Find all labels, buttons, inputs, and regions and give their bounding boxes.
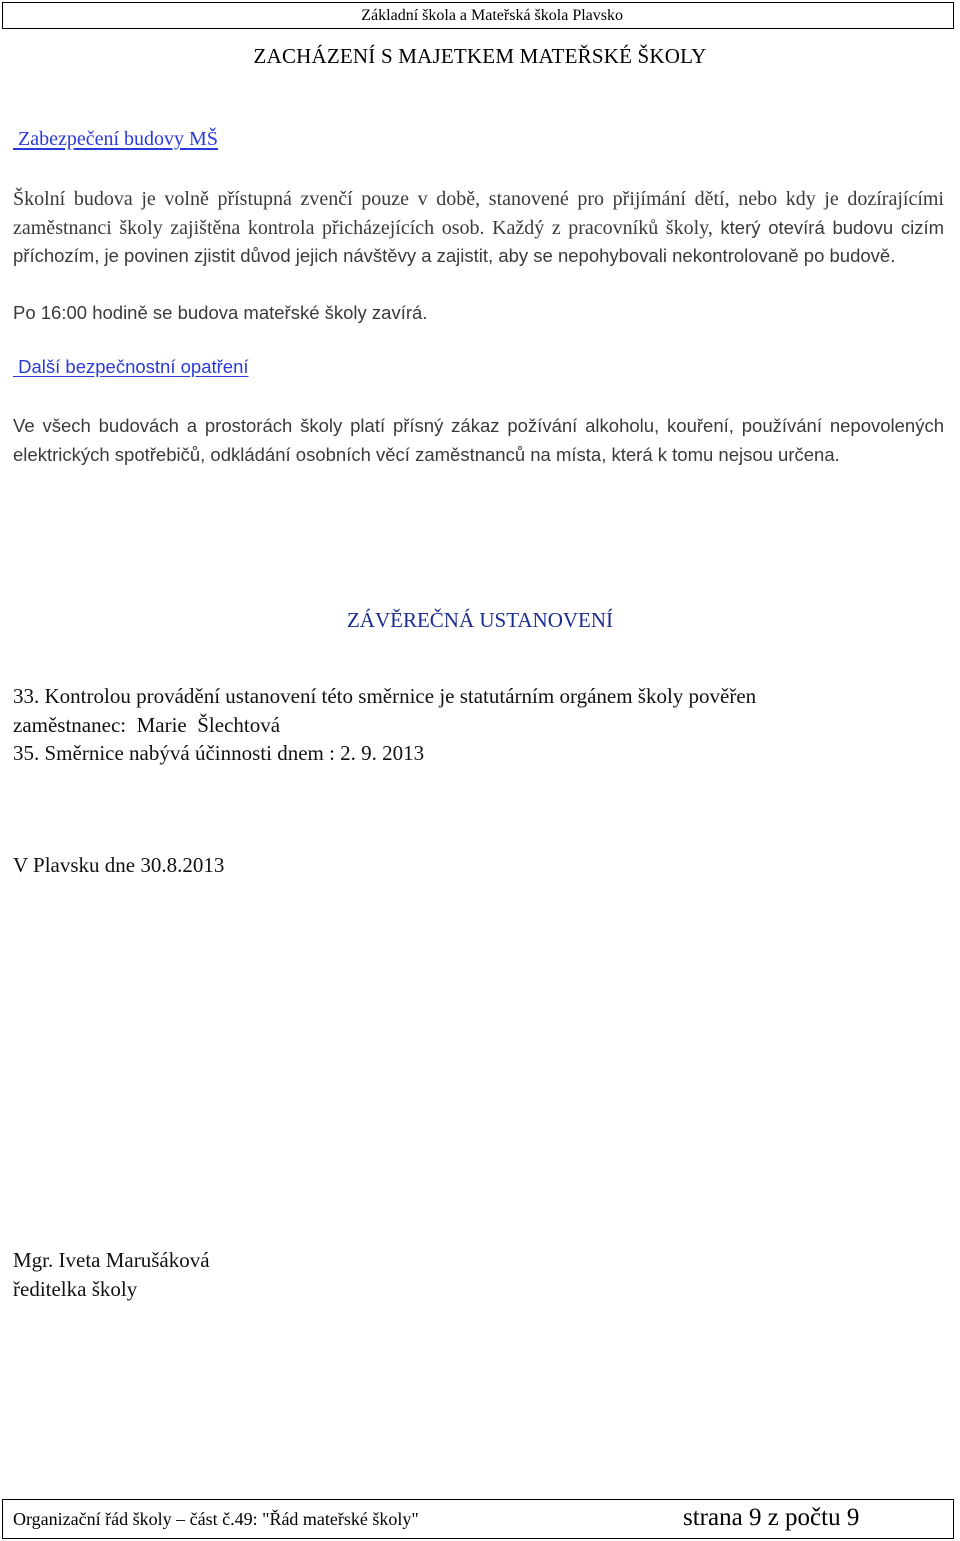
document-title: ZACHÁZENÍ S MAJETKEM MATEŘSKÉ ŠKOLY (253, 44, 707, 68)
place-and-date: V Plavsku dne 30.8.2013 (13, 853, 225, 877)
signatory-name: Mgr. Iveta Marušáková (13, 1248, 210, 1272)
building-security-text-sans: který otevírá budovu cizím příchozím, je povinen zjistit důvod jejich návštěvy a zajistit, aby se nepohybovali nekontrolovaně po budově. (13, 216, 945, 266)
section-heading-building-security: Zabezpečení budovy MŠ (13, 128, 218, 150)
building-security-paragraph (13, 185, 944, 271)
signatory-role: ředitelka školy (13, 1277, 138, 1301)
footer-document-reference: Organizační řád školy – část č.49: "Řád mateřské školy" (13, 1509, 419, 1529)
closing-time-note: Po 16:00 hodině se budova mateřské školy zavírá. (13, 302, 428, 323)
provision-35: 35. Směrnice nabývá účinnosti dnem : 2. 9. 2013 (13, 741, 425, 765)
provision-33-line2: zaměstnanec: Marie Šlechtová (13, 713, 281, 737)
section-heading-other-security: Další bezpečnostní opatření (13, 356, 249, 377)
header-school-name: Základní škola a Mateřská škola Plavsko (361, 7, 623, 24)
page-header (2, 2, 954, 29)
page-footer (2, 1499, 954, 1539)
footer-page-number: strana 9 z počtu 9 (683, 1504, 860, 1531)
building-security-text-serif: Školní budova je volně přístupná zvenčí pouze v době, stanovené pro přijímání dětí, nebo kdy je dozírajícími zaměstnanci školy zajištěna kontrola přicházejících osob. Každý z pracovníků školy, (13, 188, 944, 239)
final-provisions-heading: ZÁVĚREČNÁ USTANOVENÍ (346, 608, 614, 632)
other-security-paragraph: Ve všech budovách a prostorách školy platí přísný zákaz požívání alkoholu, kouření, používání nepovolených elektrických spotřebičů, odkládání osobních věcí zaměstnanců na místa, která k tomu nejsou určena. (13, 415, 944, 465)
provision-33-line1: 33. Kontrolou provádění ustanovení této směrnice je statutárním orgánem školy pověřen (13, 684, 757, 708)
